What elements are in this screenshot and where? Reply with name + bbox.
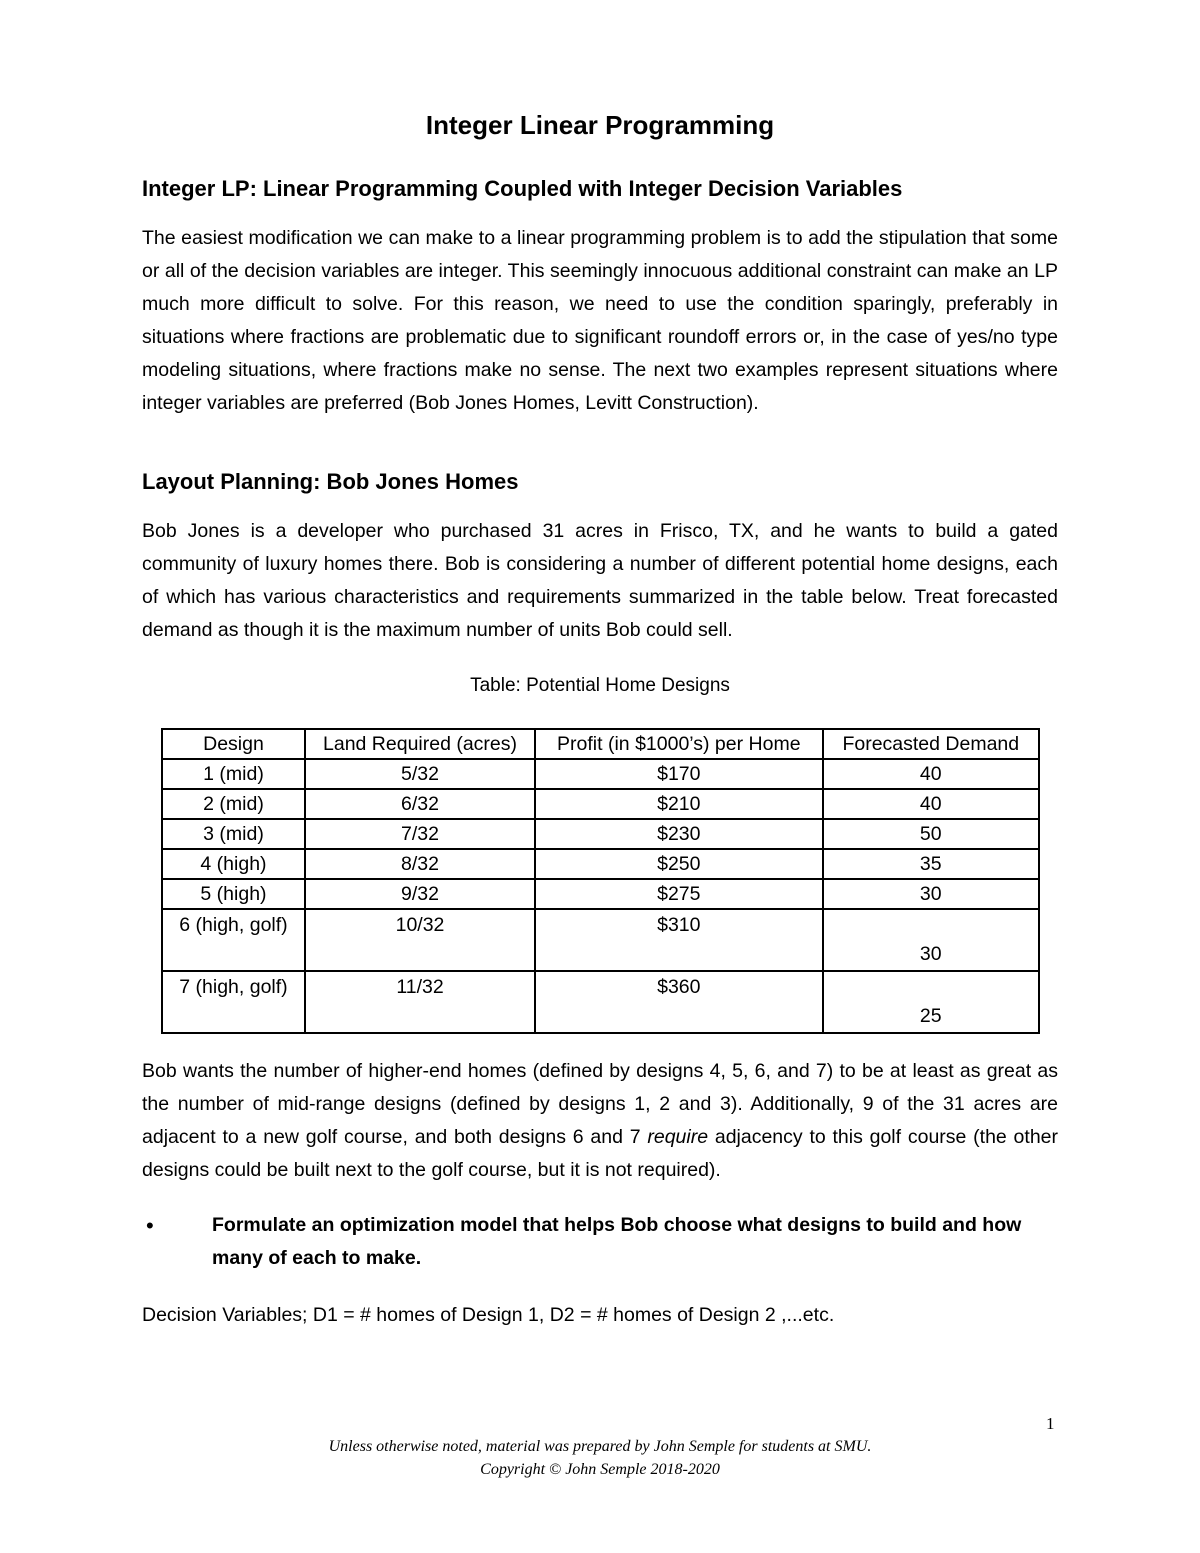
- table-row: [162, 789, 1039, 819]
- section-heading-layout-planning: Layout Planning: Bob Jones Homes: [142, 469, 519, 494]
- cell-profit: $230: [535, 819, 822, 849]
- cell-land: 9/32: [305, 879, 535, 909]
- header-profit: Profit (in $1000’s) per Home: [535, 729, 822, 759]
- table-row: [162, 759, 1039, 789]
- cell-demand: 25: [823, 971, 1039, 1033]
- cell-profit: $170: [535, 759, 822, 789]
- table-row: [162, 879, 1039, 909]
- require-emphasis: require: [647, 1126, 709, 1148]
- cell-land: 10/32: [305, 909, 535, 971]
- intro-paragraph: The easiest modification we can make to a linear programming problem is to add the stipulation that some or all of the decision variables are integer. This seemingly innocuous additional constraint can make an LP much more difficult to solve. For this reason, we need to use the condition sparingly, preferably in situations where fractions are problematic due to significant roundoff errors or, in the case of yes/no type modeling situations, where fractions make no sense. The next two examples represent situations where integer variables are preferred (Bob Jones Homes, Levitt Construction).: [142, 227, 1058, 414]
- footer-attribution: Unless otherwise noted, material was prepared by John Semple for students at SMU.: [328, 1438, 872, 1455]
- cell-land: 6/32: [305, 789, 535, 819]
- cell-profit: $250: [535, 849, 822, 879]
- cell-profit: $210: [535, 789, 822, 819]
- cell-demand: 30: [823, 879, 1039, 909]
- cell-land: 5/32: [305, 759, 535, 789]
- table-header-row: [162, 729, 1039, 759]
- table-row: [162, 971, 1039, 1033]
- header-forecasted-demand: Forecasted Demand: [823, 729, 1039, 759]
- cell-demand: 30: [823, 909, 1039, 971]
- cell-land: 8/32: [305, 849, 535, 879]
- cell-profit: $275: [535, 879, 822, 909]
- footer-copyright: Copyright © John Semple 2018-2020: [480, 1461, 720, 1478]
- bob-jones-paragraph: Bob Jones is a developer who purchased 31 acres in Frisco, TX, and he wants to build a gated community of luxury homes there. Bob is considering a number of different potential home designs, each of which has various characteristics and requirements summarized in the table below. Treat forecasted demand as though it is the maximum number of units Bob could sell.: [142, 520, 1058, 641]
- constraints-paragraph: [142, 1055, 1058, 1187]
- constraints-text-end: adjacency to this golf course (the other designs could be built next to the golf course, but it is not required).: [142, 1126, 1058, 1181]
- cell-profit: $360: [535, 971, 822, 1033]
- cell-design: 6 (high, golf): [162, 909, 305, 971]
- cell-land: 7/32: [305, 819, 535, 849]
- cell-design: 4 (high): [162, 849, 305, 879]
- section-heading-integer-lp: Integer LP: Linear Programming Coupled with Integer Decision Variables: [142, 176, 903, 201]
- cell-design: 3 (mid): [162, 819, 305, 849]
- cell-demand: 40: [823, 759, 1039, 789]
- page-number: 1: [1046, 1414, 1055, 1433]
- table-row: [162, 819, 1039, 849]
- cell-profit: $310: [535, 909, 822, 971]
- cell-design: 7 (high, golf): [162, 971, 305, 1033]
- cell-demand: 40: [823, 789, 1039, 819]
- cell-design: 1 (mid): [162, 759, 305, 789]
- header-land-required: Land Required (acres): [305, 729, 535, 759]
- table-caption: Table: Potential Home Designs: [470, 675, 730, 696]
- page-title: Integer Linear Programming: [425, 110, 775, 140]
- cell-design: 2 (mid): [162, 789, 305, 819]
- cell-land: 11/32: [305, 971, 535, 1033]
- home-designs-table: [161, 728, 1040, 1034]
- bullet-text: Formulate an optimization model that helps Bob choose what designs to build and how many of each to make.: [212, 1214, 1022, 1269]
- bullet-icon: •: [146, 1213, 154, 1238]
- cell-demand: 35: [823, 849, 1039, 879]
- decision-variables-line: Decision Variables; D1 = # homes of Design 1, D2 = # homes of Design 2 ,...etc.: [142, 1304, 835, 1326]
- cell-design: 5 (high): [162, 879, 305, 909]
- cell-demand: 50: [823, 819, 1039, 849]
- table-row: [162, 849, 1039, 879]
- table-row: [162, 909, 1039, 971]
- constraints-text-start: Bob wants the number of higher-end homes (defined by designs 4, 5, 6, and 7) to be at least as great as the number of mid-range designs (defined by designs 1, 2 and 3). Additionally, 9 of the 31 acres are adjacent to a new golf course, and both designs 6 and 7: [142, 1060, 1058, 1148]
- header-design: Design: [162, 729, 305, 759]
